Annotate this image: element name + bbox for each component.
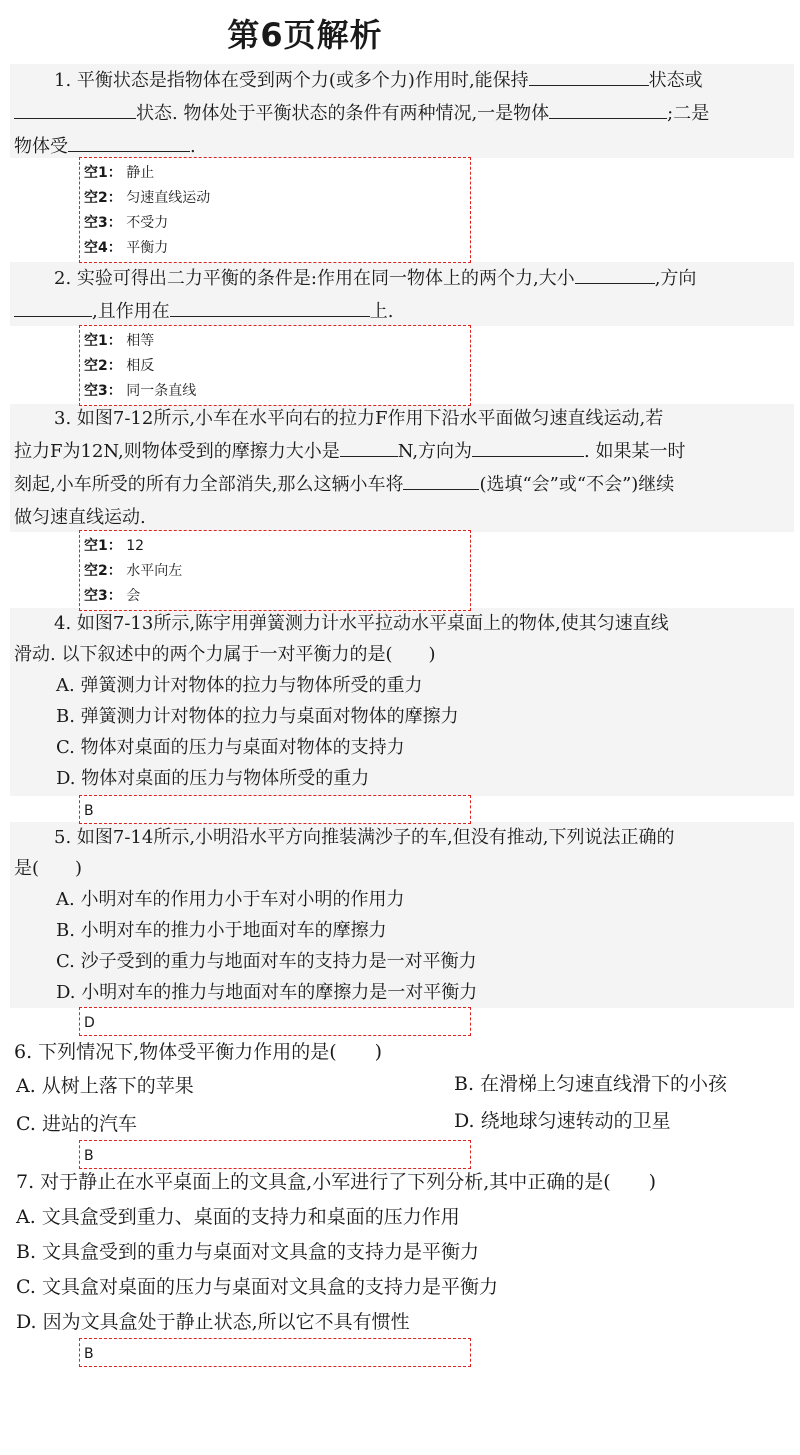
q6-option-c: C. 进站的汽车 [16,1113,137,1135]
q2-line2-end: 上. [369,301,394,322]
answer-value: 同一条直线 [126,383,197,399]
q3-line2-end: . 如果某一时 [584,441,686,462]
q5-answer-box [79,1007,471,1036]
q1-line3-end: . [190,136,196,157]
answer-row [84,236,470,261]
answer-value: B [84,1346,94,1362]
q1-line2-end: ;二是 [667,103,710,124]
q3-line4: 做匀速直线运动. [14,507,146,528]
q3-blank-2 [472,438,584,457]
answer-label: 空3： [84,588,122,604]
q3-line3-end: (选填“会”或“不会”)继续 [479,474,675,495]
q2-blank-1 [575,265,655,284]
q3-blank-1 [340,438,398,457]
q3-blank-3 [403,471,479,490]
answer-label: 空3： [84,383,122,399]
q1-line1-end: 状态或 [648,70,703,91]
q2-line2-mid: ,且作用在 [92,301,170,322]
q3-line1: 3. 如图7-12所示,小车在水平向右的拉力F作用下沿水平面做匀速直线运动,若 [54,408,664,429]
q7-option-d: D. 因为文具盒处于静止状态,所以它不具有惯性 [16,1311,410,1333]
q6-stem: 6. 下列情况下,物体受平衡力作用的是( ) [14,1041,383,1063]
answer-label: 空2： [84,563,122,579]
q4-option-b: B. 弹簧测力计对物体的拉力与桌面对物体的摩擦力 [56,706,459,727]
answer-row [84,379,470,404]
page-title: 第6页解析 [227,16,383,54]
answer-value: D [84,1015,95,1031]
q6-option-a: A. 从树上落下的苹果 [16,1075,194,1097]
answer-row [84,559,470,584]
q2-blank-2 [14,298,92,317]
answer-row [84,211,470,236]
answer-value: 相等 [126,333,155,349]
answer-label: 空1： [84,333,122,349]
q7-option-c: C. 文具盒对桌面的压力与桌面对文具盒的支持力是平衡力 [16,1276,498,1298]
answer-value: 平衡力 [126,240,169,256]
answer-label: 空3： [84,215,122,231]
q5-line2: 是( ) [14,858,83,879]
q7-option-b: B. 文具盒受到的重力与桌面对文具盒的支持力是平衡力 [16,1241,480,1263]
q2-blank-3 [170,298,370,317]
q1-line1: 1. 平衡状态是指物体在受到两个力(或多个力)作用时,能保持 [54,70,529,91]
answer-row [84,584,470,609]
q1-blank-2 [14,100,136,119]
answer-value: B [84,803,94,819]
question-3 [14,402,794,534]
q5-option-d: D. 小明对车的推力与地面对车的摩擦力是一对平衡力 [56,982,478,1003]
question-2 [14,262,794,328]
q3-line3: 刻起,小车所受的所有力全部消失,那么这辆小车将 [14,474,404,495]
answer-row [84,186,470,211]
question-1 [14,64,794,163]
q4-line1: 4. 如图7-13所示,陈宇用弹簧测力计水平拉动水平桌面上的物体,使其匀速直线 [54,613,669,634]
q6-option-b: B. 在滑梯上匀速直线滑下的小孩 [454,1073,728,1095]
q1-blank-1 [529,67,649,86]
answer-label: 空1： [84,538,122,554]
q5-option-b: B. 小明对车的推力小于地面对车的摩擦力 [56,920,387,941]
answer-value: 匀速直线运动 [126,190,211,206]
q3-answer-box [79,530,471,611]
q4-line2: 滑动. 以下叙述中的两个力属于一对平衡力的是( ) [14,644,436,665]
answer-value: 水平向左 [126,563,183,579]
answer-row [84,354,470,379]
q4-option-a: A. 弹簧测力计对物体的拉力与物体所受的重力 [56,675,423,696]
answer-value: 会 [126,588,141,604]
q3-line2-mid: N,方向为 [397,441,473,462]
q3-line2: 拉力F为12N,则物体受到的摩擦力大小是 [14,441,340,462]
q5-option-c: C. 沙子受到的重力与地面对车的支持力是一对平衡力 [56,951,477,972]
q2-line1: 2. 实验可得出二力平衡的条件是:作用在同一物体上的两个力,大小 [54,268,575,289]
answer-value: 静止 [126,165,155,181]
answer-label: 空1： [84,165,122,181]
q7-option-a: A. 文具盒受到重力、桌面的支持力和桌面的压力作用 [16,1206,460,1228]
q2-line1-end: ,方向 [654,268,697,289]
q1-answer-box [79,157,471,263]
q2-answer-box [79,325,471,406]
answer-label: 空4： [84,240,122,256]
q4-answer-box [79,795,471,824]
q1-line2-mid: 状态. 物体处于平衡状态的条件有两种情况,一是物体 [136,103,550,124]
q5-line1: 5. 如图7-14所示,小明沿水平方向推装满沙子的车,但没有推动,下列说法正确的 [54,827,675,848]
q4-option-d: D. 物体对桌面的压力与物体所受的重力 [56,768,370,789]
q4-option-c: C. 物体对桌面的压力与桌面对物体的支持力 [56,737,405,758]
answer-value: 不受力 [126,215,169,231]
question-7 [16,1165,796,1340]
question-5 [14,822,794,1008]
answer-label: 空2： [84,190,122,206]
q6-option-d: D. 绕地球匀速转动的卫星 [454,1110,671,1132]
q7-stem: 7. 对于静止在水平桌面上的文具盒,小军进行了下列分析,其中正确的是( ) [16,1171,657,1193]
q1-line3: 物体受 [14,136,68,157]
answer-row [84,534,470,559]
answer-label: 空2： [84,358,122,374]
answer-value: B [84,1148,94,1164]
q1-blank-4 [68,133,190,152]
q7-answer-box [79,1338,471,1367]
answer-row [84,329,470,354]
answer-value: 12 [126,538,145,554]
q5-option-a: A. 小明对车的作用力小于车对小明的作用力 [56,889,405,910]
answer-value: 相反 [126,358,155,374]
question-4 [14,608,794,794]
answer-row [84,161,470,186]
q1-blank-3 [549,100,667,119]
